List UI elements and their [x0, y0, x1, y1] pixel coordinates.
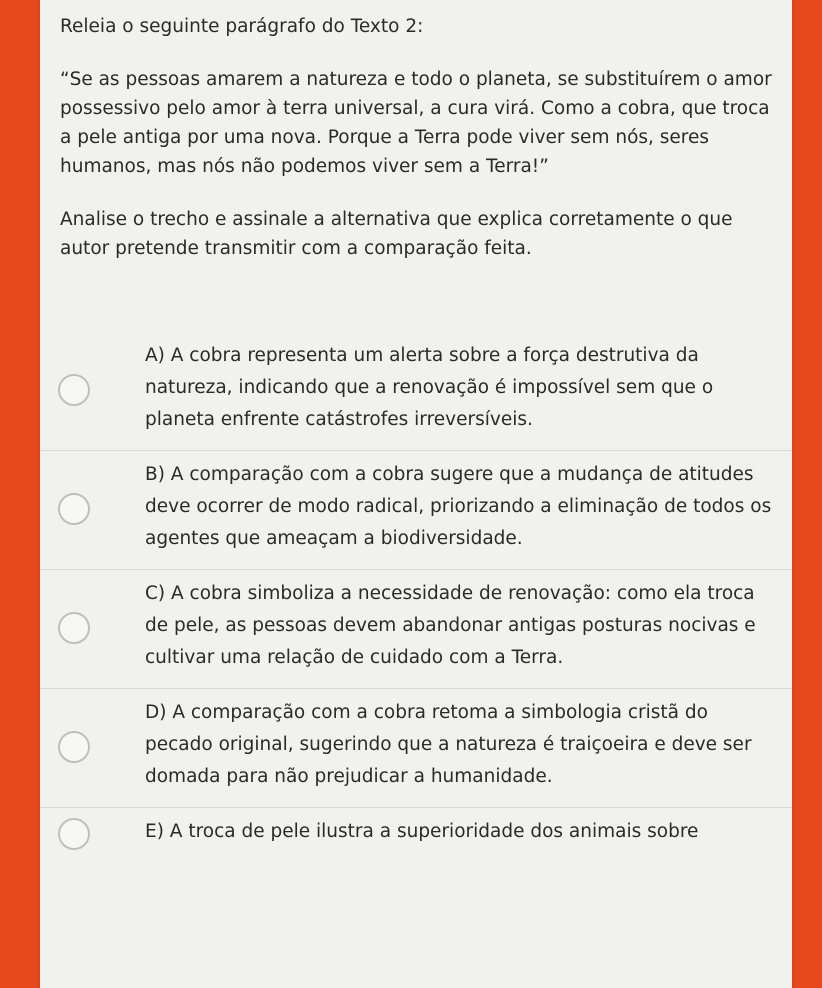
radio-button-b[interactable]: [58, 493, 90, 525]
option-a[interactable]: [40, 332, 792, 450]
radio-button-c[interactable]: [58, 612, 90, 644]
question-quote: “Se as pessoas amarem a natureza e todo o planeta, se substituírem o amor possessivo pelo amor à terra universal, a cura virá. Como a cobra, que troca a pele antiga por uma nova. Porque a Terra pode viver sem nós, seres humanos, mas nós não podemos viver sem a Terra!”: [60, 69, 772, 177]
radio-button-e[interactable]: [58, 818, 90, 850]
option-e-text: E) A troca de pele ilustra a superioridade dos animais sobre: [145, 821, 699, 842]
option-b-text: B) A comparação com a cobra sugere que a mudança de atitudes deve ocorrer de modo radical, priorizando a eliminação de todos os agentes que ameaçam a biodiversidade.: [145, 464, 772, 549]
answer-options: [40, 332, 792, 862]
question-instruction: Releia o seguinte parágrafo do Texto 2:: [60, 16, 424, 37]
question-prompt: Analise o trecho e assinale a alternativa que explica corretamente o que autor pretende transmitir com a comparação feita.: [60, 209, 733, 259]
option-c[interactable]: [40, 569, 792, 688]
question-card: [40, 0, 792, 988]
option-e[interactable]: [40, 807, 792, 862]
option-d-text: D) A comparação com a cobra retoma a simbologia cristã do pecado original, sugerindo que a natureza é traiçoeira e deve ser domada para não prejudicar a humanidade.: [145, 702, 752, 787]
option-d[interactable]: [40, 688, 792, 807]
radio-button-d[interactable]: [58, 731, 90, 763]
option-a-text: A) A cobra representa um alerta sobre a força destrutiva da natureza, indicando que a renovação é impossível sem que o planeta enfrente catástrofes irreversíveis.: [145, 345, 714, 430]
option-b[interactable]: [40, 450, 792, 569]
option-c-text: C) A cobra simboliza a necessidade de renovação: como ela troca de pele, as pessoas devem abandonar antigas posturas nocivas e cultivar uma relação de cuidado com a Terra.: [145, 583, 756, 668]
question-text: [60, 12, 780, 287]
radio-button-a[interactable]: [58, 374, 90, 406]
